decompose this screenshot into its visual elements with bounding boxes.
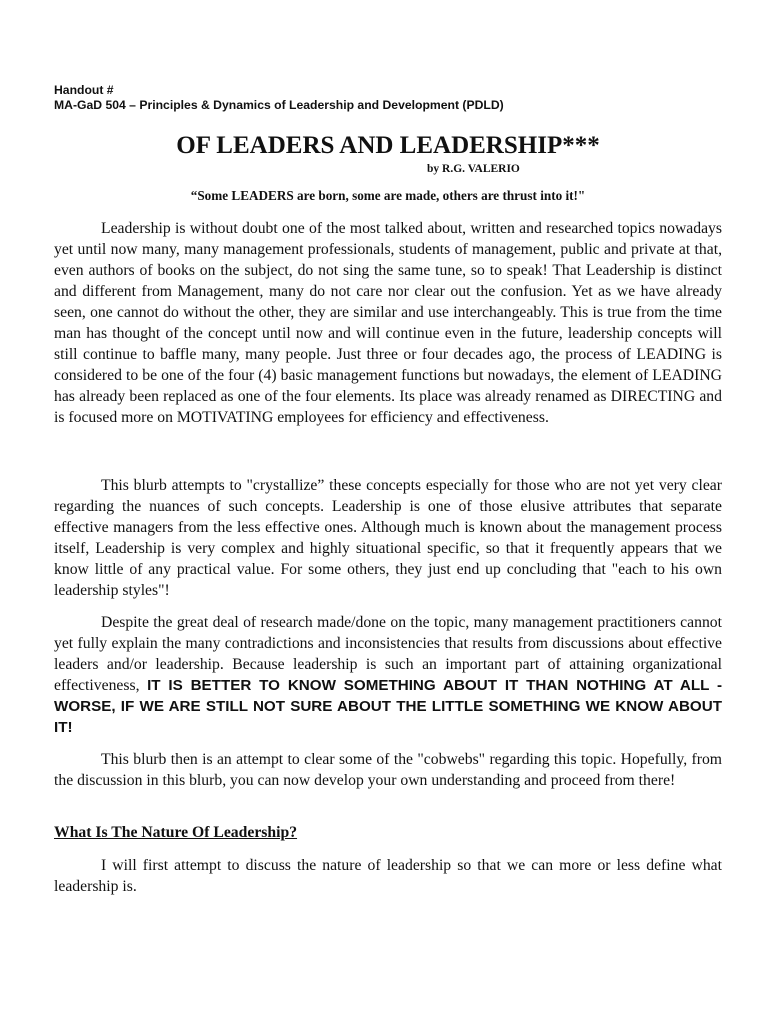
document-title: OF LEADERS AND LEADERSHIP*** [176, 132, 600, 159]
section-heading: What Is The Nature Of Leadership? [54, 824, 298, 841]
paragraph-5: I will first attempt to discuss the nature of leadership so that we can more or less define what leadership is. [54, 857, 722, 895]
author-byline: by R.G. VALERIO [427, 163, 520, 175]
paragraph-3-emphasis: IT IS BETTER TO KNOW SOMETHING ABOUT IT THAN NOTHING AT ALL - WORSE, IF WE ARE STILL NOT SURE ABOUT THE LITTLE SOMETHING WE KNOW ABOUT IT! [54, 677, 723, 736]
epigraph-quote: “Some LEADERS are born, some are made, others are thrust into it!" [190, 188, 586, 203]
paragraph-4: This blurb then is an attempt to clear some of the "cobwebs" regarding this topic. Hopefully, from the discussion in this blurb, you can now develop your own understanding and proceed from there! [54, 751, 722, 789]
paragraph-3 [54, 612, 722, 738]
paragraph-1: Leadership is without doubt one of the most talked about, written and researched topics nowadays yet until now many, many management professionals, students of management, public and private at that, even authors of books on the subject, do not sing the same tune, so to speak! That Leadership is distinct and different from Management, many do not care nor clear out the confusion. Yet as we have already seen, one cannot do without the other, they are similar and use interchangeably. This is true from the time man has thought of the concept until now and will continue even in the future, leadership concepts will still continue to baffle many, many people. Just three or four decades ago, the process of LEADING is considered to be one of the four (4) basic management functions but nowadays, the element of LEADING has already been replaced as one of the four elements. Its place was already renamed as DIRECTING and is focused more on MOTIVATING employees for efficiency and effectiveness. [54, 220, 722, 426]
handout-number: Handout # [54, 83, 114, 97]
course-title: MA-GaD 504 – Principles & Dynamics of Leadership and Development (PDLD) [54, 98, 504, 112]
document-page [54, 0, 722, 1024]
paragraph-2: This blurb attempts to "crystallize” these concepts especially for those who are not yet very clear regarding the nuances of such concepts. Leadership is one of those elusive attributes that separate effective managers from the less effective ones. Although much is known about the management process itself, Leadership is very complex and highly situational specific, so that it frequently appears that we know little of any practical value. For some others, they just end up concluding that "each to his own leadership styles"! [54, 477, 722, 599]
paragraph-3-text: Despite the great deal of research made/done on the topic, many management practitioners cannot yet fully explain the many contradictions and inconsistencies that results from discussions about effective leaders and/or leadership. Because leadership is such an important part of attaining organizational effectiveness, [54, 614, 722, 694]
